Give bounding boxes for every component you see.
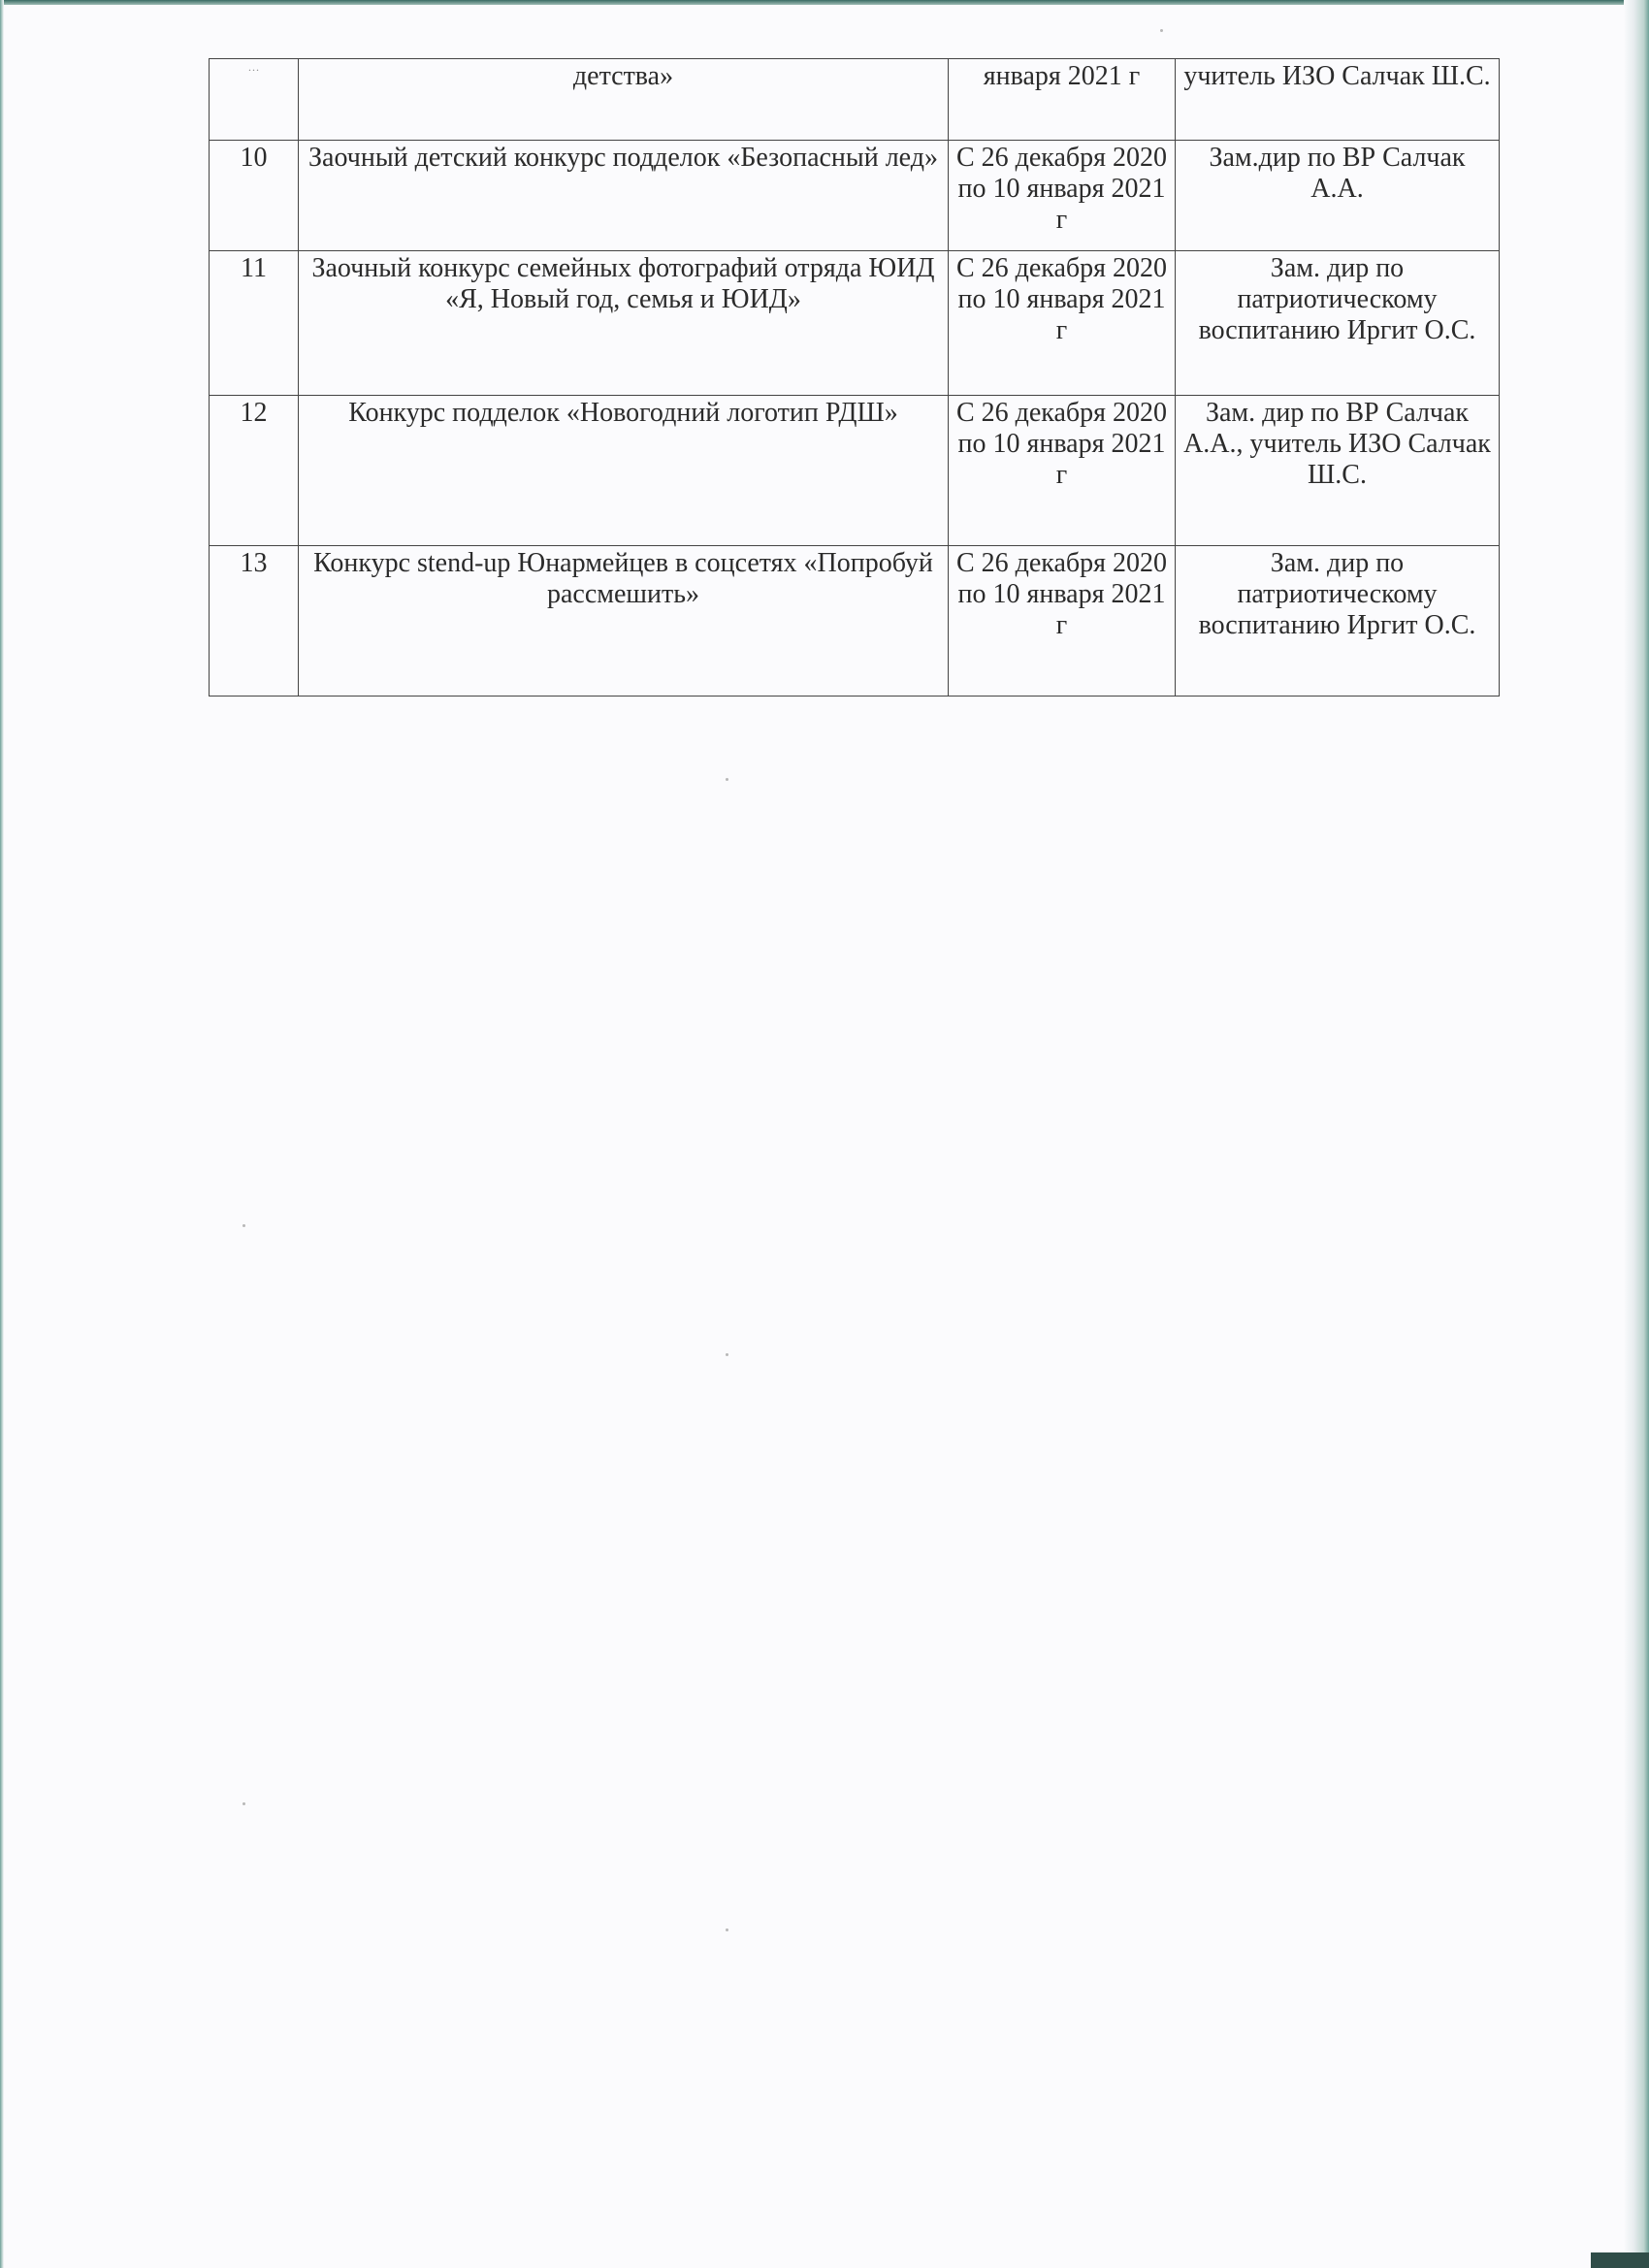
scan-speck <box>726 778 728 781</box>
date-cell: С 26 декабря 2020 по 10 января 2021 г <box>949 251 1176 396</box>
responsible-cell: Зам. дир по ВР Салчак А.А., учитель ИЗО Салчак Ш.С. <box>1176 396 1500 546</box>
table-row <box>210 141 1500 251</box>
scan-edge-top <box>0 0 1649 5</box>
date-cell: С 26 декабря 2020 по 10 января 2021 г <box>949 141 1176 251</box>
row-number-cell: 13 <box>210 546 299 697</box>
row-number-cell: 10 <box>210 141 299 251</box>
scan-speck <box>242 1224 245 1227</box>
scan-speck <box>726 1928 728 1931</box>
event-cell: детства» <box>299 59 949 141</box>
scan-corner-mark <box>1591 2252 1649 2268</box>
table-row <box>210 546 1500 697</box>
scan-speck <box>726 1353 728 1356</box>
table-row <box>210 59 1500 141</box>
row-number-cell: 11 <box>210 251 299 396</box>
scan-edge-right <box>1624 0 1649 2268</box>
scan-speck <box>242 1802 245 1805</box>
date-cell: января 2021 г <box>949 59 1176 141</box>
events-table <box>209 58 1500 697</box>
event-cell: Заочный детский конкурс подделок «Безопасный лед» <box>299 141 949 251</box>
date-cell: С 26 декабря 2020 по 10 января 2021 г <box>949 396 1176 546</box>
event-cell: Конкурс подделок «Новогодний логотип РДШ» <box>299 396 949 546</box>
event-cell: Заочный конкурс семейных фотографий отряда ЮИД «Я, Новый год, семья и ЮИД» <box>299 251 949 396</box>
event-cell: Конкурс stend-up Юнармейцев в соцсетях «Попробуй рассмешить» <box>299 546 949 697</box>
date-cell: С 26 декабря 2020 по 10 января 2021 г <box>949 546 1176 697</box>
responsible-cell: Зам.дир по ВР Салчак А.А. <box>1176 141 1500 251</box>
responsible-cell: Зам. дир по патриотическому воспитанию Иргит О.С. <box>1176 251 1500 396</box>
row-number-cell: … <box>210 59 299 141</box>
responsible-cell: учитель ИЗО Салчак Ш.С. <box>1176 59 1500 141</box>
scan-speck <box>1160 29 1163 32</box>
row-number-cell: 12 <box>210 396 299 546</box>
table-row <box>210 396 1500 546</box>
table-row <box>210 251 1500 396</box>
scan-edge-left <box>0 0 4 2268</box>
responsible-cell: Зам. дир по патриотическому воспитанию Иргит О.С. <box>1176 546 1500 697</box>
